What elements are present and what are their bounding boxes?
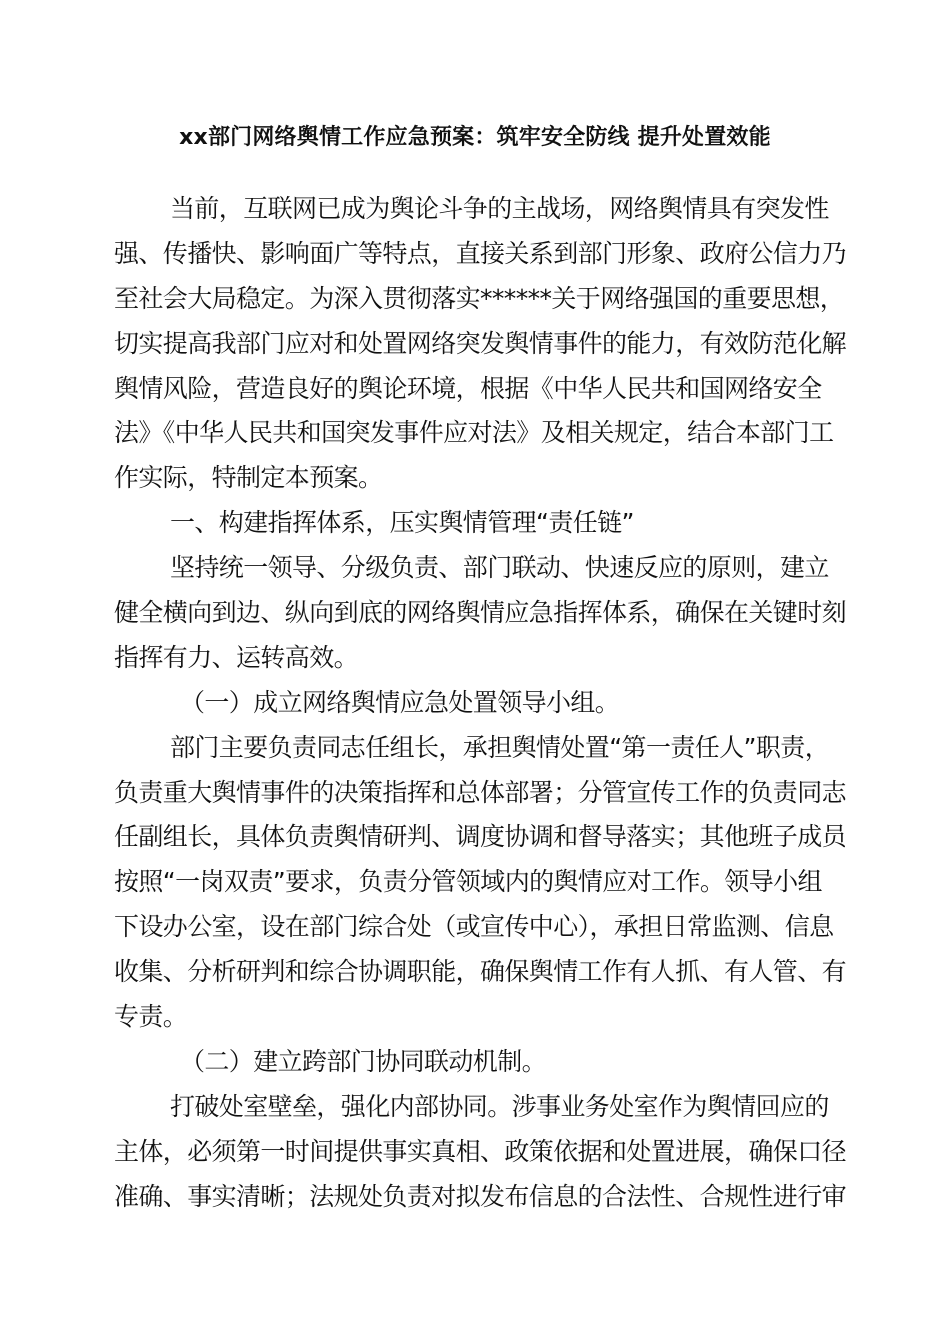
paragraph-line: 强、传播快、影响面广等特点，直接关系到部门形象、政府公信力乃 [114, 238, 847, 268]
paragraph-line: 坚持统一领导、分级负责、部门联动、快速反应的原则，建立 [170, 553, 829, 583]
paragraph-line: 收集、分析研判和综合协调职能，确保舆情工作有人抓、有人管、有 [114, 957, 847, 987]
paragraph-line: 作实际，特制定本预案。 [114, 463, 383, 493]
paragraph-line: 部门主要负责同志任组长，承担舆情处置“第一责任人”职责， [170, 732, 830, 762]
paragraph-line: 下设办公室，设在部门综合处（或宣传中心），承担日常监测、信息 [114, 912, 834, 942]
document-title: xx部门网络舆情工作应急预案：筑牢安全防线 提升处置效能 [179, 125, 771, 150]
paragraph-line: 舆情风险，营造良好的舆论环境，根据《中华人民共和国网络安全 [114, 373, 822, 403]
paragraph-line: 至社会大局稳定。为深入贯彻落实******关于网络强国的重要思想， [114, 283, 845, 313]
section-heading: 一、构建指挥体系，压实舆情管理“责任链” [170, 508, 634, 538]
document-body [114, 187, 847, 1219]
paragraph-line: 专责。 [114, 1002, 188, 1032]
paragraph-line: 健全横向到边、纵向到底的网络舆情应急指挥体系，确保在关键时刻 [114, 598, 847, 628]
paragraph-line: 主体，必须第一时间提供事实真相、政策依据和处置进展，确保口径 [114, 1136, 847, 1166]
paragraph-line: 切实提高我部门应对和处置网络突发舆情事件的能力，有效防范化解 [114, 328, 847, 358]
paragraph-line: 当前，互联网已成为舆论斗争的主战场，网络舆情具有突发性 [170, 194, 829, 223]
paragraph-line: 任副组长，具体负责舆情研判、调度协调和督导落实；其他班子成员 [114, 822, 847, 852]
paragraph-line: 打破处室壁垒，强化内部协同。涉事业务处室作为舆情回应的 [170, 1091, 829, 1121]
paragraph-line: 法》《中华人民共和国突发事件应对法》及相关规定，结合本部门工 [114, 418, 834, 448]
paragraph-line: 指挥有力、运转高效。 [114, 642, 359, 672]
paragraph-line: 按照“一岗双责”要求，负责分管领域内的舆情应对工作。领导小组 [114, 867, 822, 897]
paragraph-line: 负责重大舆情事件的决策指挥和总体部署；分管宣传工作的负责同志 [114, 777, 847, 807]
subsection-heading: （二）建立跨部门协同联动机制。 [180, 1046, 547, 1076]
subsection-heading: （一）成立网络舆情应急处置领导小组。 [180, 687, 620, 717]
paragraph-line: 准确、事实清晰；法规处负责对拟发布信息的合法性、合规性进行审 [114, 1181, 847, 1211]
